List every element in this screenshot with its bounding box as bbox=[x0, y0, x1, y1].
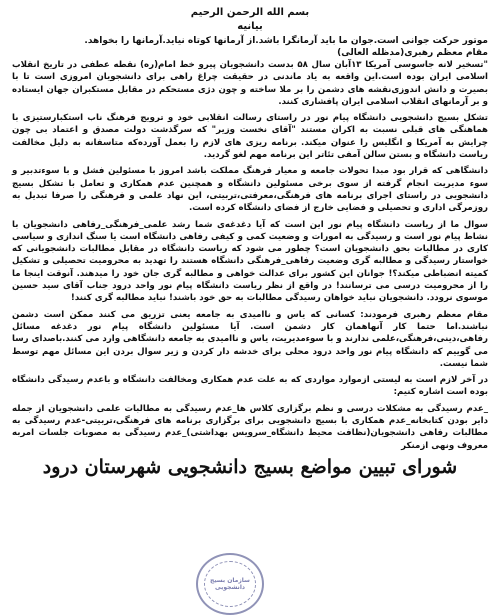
list-item: _عدم رسیدگی به مشکلات درسی و نظم برگزاری کلاس ها_عدم رسیدگی به مطالبات علمی دانشجویان از جمله دایر بودن کتابخانه_عدم همکاری با بسیج دانشجویی برای برگزاری برنامه های فرهنگی،تربیتی-عدم رسیدگی به مطالبات رفاهی دانشجویان(نظافت محیط دانشگاه_سرویس بهداشتی)_عدم رسیدگی به مصوبات جلسات امربه معروف ونهی ازمنکر bbox=[12, 403, 488, 451]
paragraph-university-management: دانشگاهی که قرار بود مبدا تحولات جامعه و معیار فرهنگ مملکت باشد امروز با مسئولین فشل و با سوء‌تدبیر و سوء مدیریت انجام گرفته از سوی برخی مسئولین دانشگاه و همچنین عدم همکاری و تعامل با تشکل بسیج دانشجویی در راستای اجرای برنامه های فرهنگی،معرفتی،تربیتی، این نهاد علمی و فرهنگی را صرفا تبدیل به روزمرگی اداری و تحصیلی و فضایی خارج از فضای دانشگاه کرده است. bbox=[12, 166, 488, 214]
bismillah-heading: بسم الله الرحمن الرحیم bbox=[190, 7, 310, 18]
grievance-list bbox=[12, 403, 488, 452]
paragraph-question-to-president: سوال ما از ریاست دانشگاه پیام نور این است که آیا دغدغه‌ی شما رشد علمی_فرهنگی_رفاهی دانشجویان با نشاط پیام نور است و رسیدگی به امورات و وضعیت کمی و کیفی رفاهی دانشگاه است یا سنگ اندازی و سیاسی کاری در مطالبات بحق دانشجویان است؟ چطور می شود که ریاست دانشگاه در مقابل مطالبات دانشجویانی که خواستار رسیدگی و مطالبه گری وضعیت رفاهی_فرهنگی دانشگاه هستند را تهدید به محرومیت تحصیلی و تشکیل کمیته انضباطی میکند؟! جوانان این کشور برای عدالت خواهی و مطالبه گری جان خود را میدهند. آنوقت اینجا ما را از محرومیت درسی می ترسانند! در واقع از نظر ریاست دانشگاه پیام نور واحد درود جناب آقای سید حسین موسوی نرودد. دانشجویان نباید خواهان رسیدگی مطالبات به حق خود باشند! نباید مطالبه گری کنند! bbox=[12, 219, 488, 304]
paragraph-film-screening: تشکل بسیج دانشجویی دانشگاه پیام نور در راستای رسالت انقلابی خود و ترویج فرهنگ ناب استکبارستیزی با هماهنگی های قبلی نسبت به اکران مستند "آقای نخست وزیر" که سرگذشت دولت مصدق و اعتماد بی چون چرایش به آمریکا و انگلیس را عنوان میکند. برنامه ریزی های لازم را بعمل آورده‌که متاسفانه به دلیل مخالفت ریاست دانشگاه و بستن سالن آمفی تئاتر این برنامه مهم لغو گردید. bbox=[12, 113, 488, 161]
statement-title: بیانیه bbox=[237, 21, 263, 32]
stamp-text: سازمان بسیج دانشجویی bbox=[210, 577, 250, 591]
organization-stamp bbox=[196, 553, 264, 615]
signature-organization: شورای تبیین مواضع بسیج دانشجویی شهرستان درود bbox=[42, 455, 458, 478]
paragraph-embassy-takeover: "تسخیر لانه جاسوسی آمریکا ۱۳آبان سال ۵۸ بدست دانشجویان پیرو خط امام(ره) نقطه عطفی در تاریخ انقلاب اسلامی ایران بوده است.این واقعه به یاد ماندنی در حقیقت چراغ راهی برای دانشجویان امروزی است تا با بصیرت و دانش اندوزی‌نقشه های دشمن را بر ملا ساخته و چون دژی مستحکم در مقابل مستکبران جهان ایستاده و بر آرمانهای انقلاب اسلامی ایران پافشاری کنند. bbox=[12, 60, 489, 107]
stamp-ring bbox=[204, 561, 256, 607]
leader-quote: موتور حرکت جوانی است.جوان ما باید آرمانگرا باشد.از آرمانها کوتاه نیاید.آرمانها را بخواهد. bbox=[84, 36, 488, 46]
quote-source: مقام معظم رهبری(مدظله العالی) bbox=[337, 48, 488, 58]
paragraph-list-intro: در آخر لازم است به لیستی ازموارد مواردی که به علت عدم همکاری ومخالفت دانشگاه و باعدم رسیدگی دانشگاه بوده است اشاره کنیم: bbox=[12, 375, 488, 398]
paragraph-leader-saying: مقام معظم رهبری فرمودند: کسانی که یاس و ناامیدی به جامعه یعنی تزریق می کنند ممکن است دشمن نباشند.اما حتما کار آنهاهمان کار دشمن است. آیا مسئولین دانشگاه پیام نور دغدغه مسائل رفاهی،دینی،فرهنگی،علمی ندارند و با سوءمدیریت، یاس و ناامیدی به جامعه دانشگاهی وارد می کنند.باصدای رسا می گوییم که دانشگاه پیام نور واحد درود محلی برای خدشه دار کردن و زیر سوال بردن این مسائل مهم توسط شما نیست. bbox=[12, 309, 488, 369]
